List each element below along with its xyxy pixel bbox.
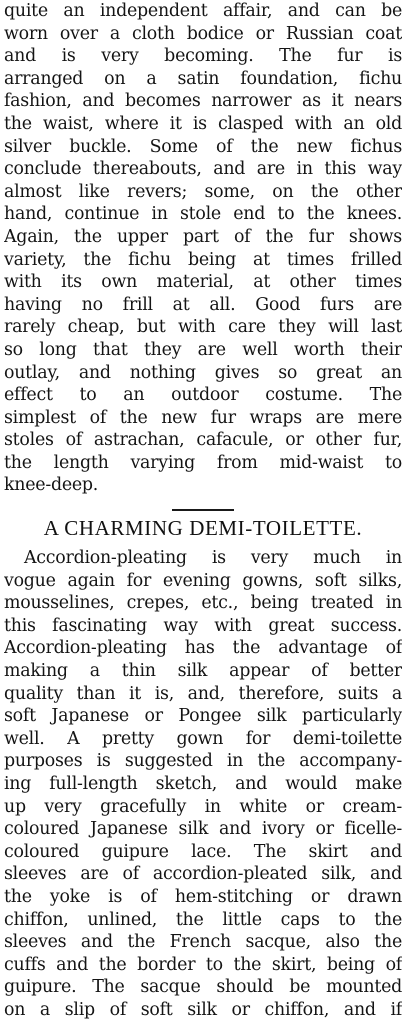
article-paragraph-1 [4,0,402,497]
text-line: arranged on a satin foundation, fichu [4,68,402,89]
text-line: soft Japanese or Pongee silk particularly [4,706,402,727]
text-line: so long that they are well worth their [4,339,402,360]
text-line: guipure. The sacque should be mounted [4,977,402,998]
text-line: silver buckle. Some of the new fichus [4,136,402,157]
text-line: knee-deep. [4,475,99,496]
text-line: almost like revers; some, on the other [4,181,402,202]
text-line: and is very becoming. The fur is [4,46,402,67]
text-line: conclude thereabouts, and are in this way [4,159,402,180]
text-line: outlay, and nothing gives so great an [4,362,402,383]
text-line: sleeves are of accordion-pleated silk, and [4,864,402,885]
text-line: Accordion-pleating is very much in [24,548,402,569]
text-line: well. A pretty gown for demi-toilette [4,728,402,749]
text-line: Accordion-pleating has the advantage of [4,638,402,659]
text-line: ing full-length sketch, and would make [4,774,402,794]
text-line: fashion, and becomes narrower as it nears [4,91,402,112]
text-line: on a slip of soft silk or chiffon, and if [4,999,402,1020]
text-line: making a thin silk appear of better [4,661,402,682]
text-line: sleeves and the French sacque, also the [4,932,402,953]
text-line: having no frill at all. Good furs are [4,294,402,315]
text-line: hand, continue in stole end to the knees. [4,204,402,225]
text-line: vogue again for evening gowns, soft silks, [4,570,402,591]
newspaper-column [4,0,402,1022]
text-line: cuffs and the border to the skirt, being of [4,954,402,975]
text-line: worn over a cloth bodice or Russian coat [4,23,402,44]
section-divider [172,509,234,511]
text-line: rarely cheap, but with care they will last [4,317,402,338]
text-line: Again, the upper part of the fur shows [4,226,402,247]
text-line: chiffon, unlined, the little caps to the [4,909,402,930]
text-line: the yoke is of hem-stitching or drawn [4,886,402,907]
text-line: the waist, where it is clasped with an old [4,113,402,134]
text-line: mousselines, crepes, etc., being treated in [4,593,402,614]
text-line: simplest of the new fur wraps are mere [4,407,402,428]
text-line: the length varying from mid-waist to [4,452,402,473]
text-line: this fascinating way with great success. [4,615,402,636]
article-paragraph-2 [4,547,402,1021]
section-heading: A CHARMING DEMI-TOILETTE. [43,516,363,541]
text-line: variety, the fichu being at times frilled [4,249,402,270]
text-line: purposes is suggested in the accompany- [4,751,402,772]
text-line: coloured guipure lace. The skirt and [4,841,402,862]
text-line: quite an independent affair, and can be [4,1,402,21]
text-line: up very gracefully in white or cream- [4,796,402,817]
text-line: quality than it is, and, therefore, suits a [4,683,402,704]
text-line: stoles of astrachan, cafacule, or other fur, [4,430,402,451]
text-line: effect to an outdoor costume. The [4,385,402,406]
text-line: with its own material, at other times [4,272,402,293]
text-line: coloured Japanese silk and ivory or ficelle- [4,819,402,840]
